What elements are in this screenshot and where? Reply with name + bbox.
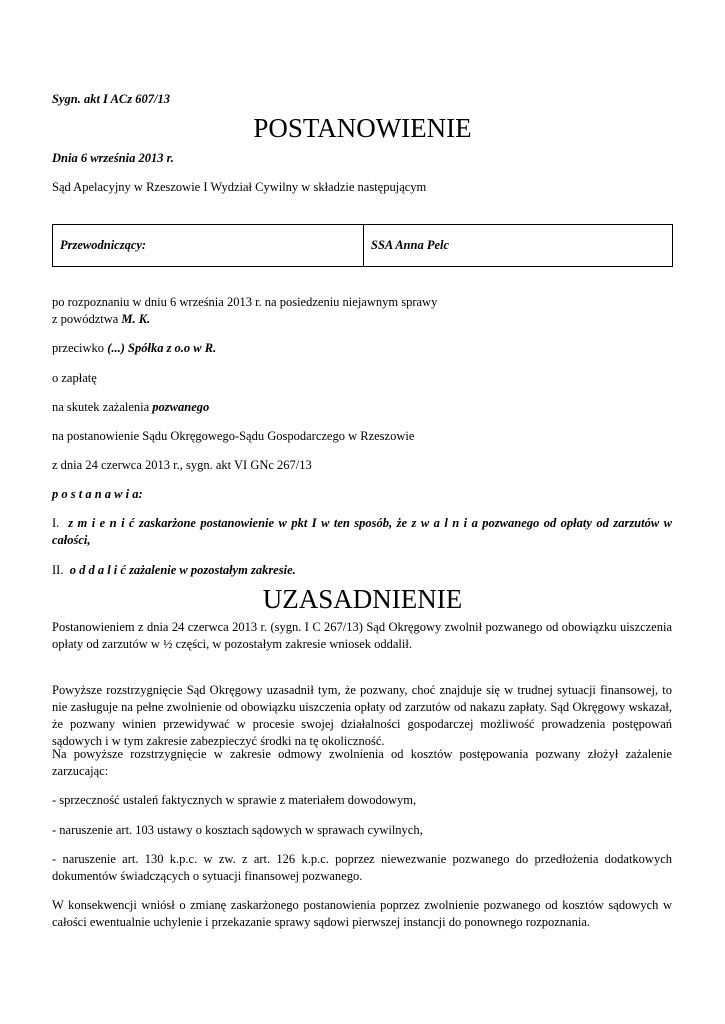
justification-paragraph: Powyższe rozstrzygnięcie Sąd Okręgowy uzasadnił tym, że pozwany, choć znajduje się w trudnej sytuacji finansowej, to nie zasługuje na pełne zwolnienie od obowiązku uiszczenia opłaty od zarzutów od nakazu zapłaty. Sąd Okręgowy wskazał, że pozwany winien przewidywać w procesie swojej działalności gospodarczej możliwość prowadzenia postępowań sądowych i w tym zakresie zabezpieczyć środki na tę okoliczność. [52,683,672,748]
justification-title: UZASADNIENIE [262,584,463,614]
complaint-prefix: na skutek zażalenia [52,400,153,414]
panel-table [52,224,673,267]
plaintiff-name: M. K. [121,312,151,326]
charge-item: - sprzeczność ustaleń faktycznych w sprawie z materiałem dowodowym, [52,793,417,807]
defendant-prefix: przeciwko [52,341,108,355]
defendant-name: (...) Spółka z o.o w R. [107,341,217,355]
plaintiff-line [52,311,150,328]
complaint-line [52,399,209,416]
charge-item: - naruszenie art. 103 ustawy o kosztach sądowych w sprawach cywilnych, [52,823,423,837]
justification-paragraph: W konsekwencji wniósł o zmianę zaskarżonego postanowienia poprzez zwolnienie pozwanego od kosztów sądowych w całości ewentualnie uchylenie i przekazanie sprawy sądowi pierwszej instancji do ponownego rozpoznania. [52,898,672,929]
justification-paragraph: Na powyższe rozstrzygnięcie w zakresie odmowy zwolnienia od kosztów postępowania pozwany złożył zażalenie zarzucając: [52,747,672,778]
decides-heading: p o s t a n a w i a: [52,487,143,501]
charge-item: - naruszenie art. 130 k.p.c. w zw. z art. 126 k.p.c. poprzez niewezwanie pozwanego do przedłożenia dodatkowych dokumentów świadczących o sytuacji finansowej pozwanego. [52,852,672,883]
date-line: Dnia 6 września 2013 r. [52,151,174,165]
defendant-line [52,340,216,357]
document-title: POSTANOWIENIE [253,113,472,143]
plaintiff-prefix: z powództwa [52,312,122,326]
panel-judge: SSA Anna Pelc [364,225,673,267]
court-line: Sąd Apelacyjny w Rzeszowie I Wydział Cywilny w składzie następującym [52,180,427,194]
ruling-number: I. [52,516,60,530]
proceedings-line: po rozpoznaniu w dniu 6 września 2013 r. na posiedzeniu niejawnym sprawy [52,295,438,309]
subject-line: o zapłatę [52,371,97,385]
case-reference: Sygn. akt I ACz 607/13 [52,92,170,106]
panel-label: Przewodniczący: [53,225,364,267]
ruling-number: II. [52,563,64,577]
ruling-2 [52,562,296,579]
order-date: z dnia 24 czerwca 2013 r., sygn. akt VI GNc 267/13 [52,458,312,472]
complaint-party: pozwanego [152,400,210,414]
justification-paragraph: Postanowieniem z dnia 24 czerwca 2013 r. (sygn. I C 267/13) Sąd Okręgowy zwolnił pozwanego od obowiązku uiszczenia opłaty od zarzutów w ½ części, w pozostałym zakresie wniosek oddalił. [52,620,672,651]
order-reference: na postanowienie Sądu Okręgowego-Sądu Gospodarczego w Rzeszowie [52,429,415,443]
ruling-1 [52,515,672,549]
ruling-text: z m i e n i ć zaskarżone postanowienie w pkt I w ten sposób, że z w a l n i a pozwanego od opłaty od zarzutów w całości, [52,516,672,547]
ruling-text: o d d a l i ć zażalenie w pozostałym zakresie. [69,563,296,577]
